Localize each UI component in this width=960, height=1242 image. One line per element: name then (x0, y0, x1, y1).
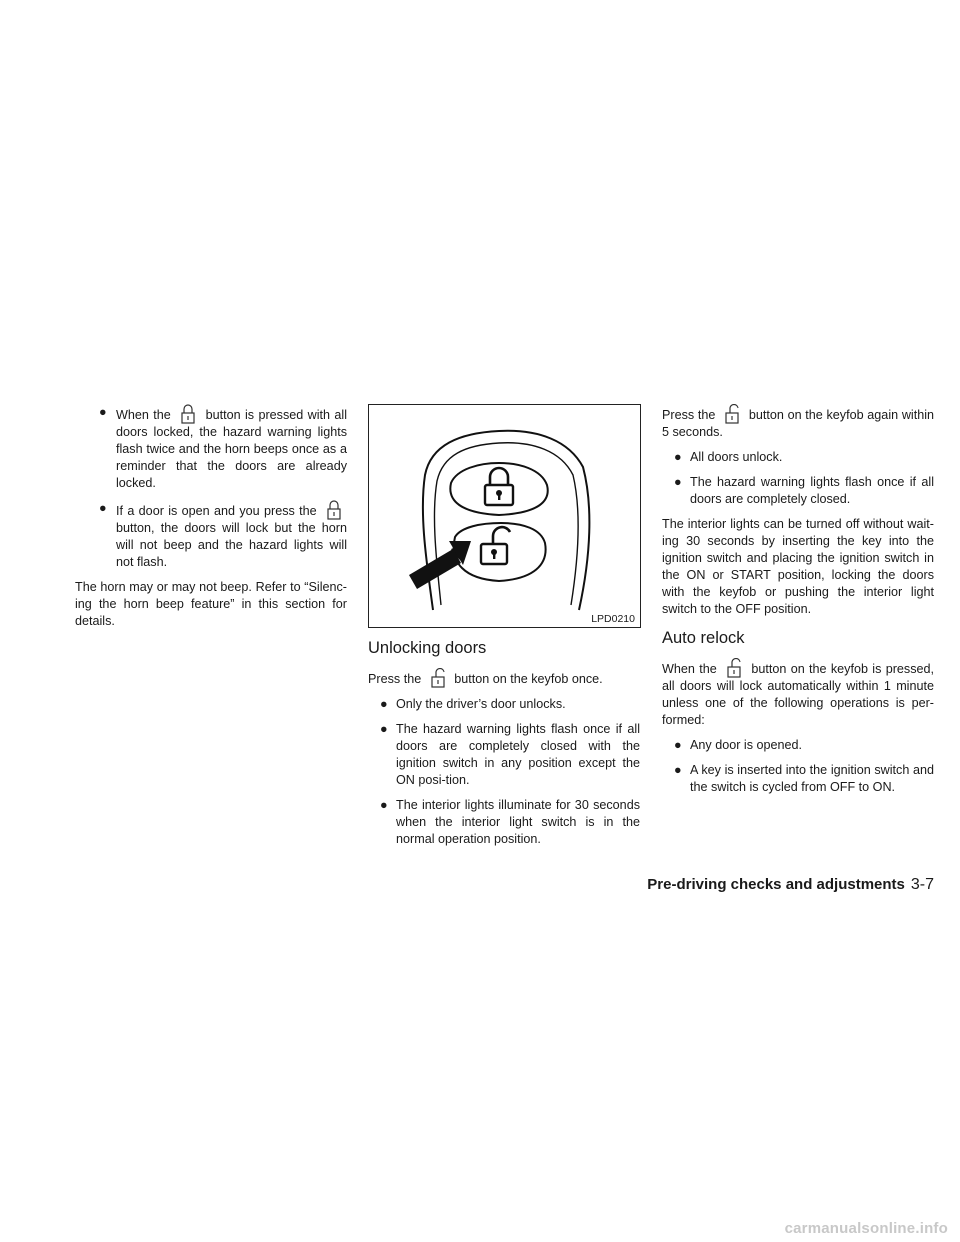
bullet-glyph: ● (674, 763, 682, 777)
paragraph: When the button on the keyfob is pressed, all doors will lock automatically within 1 minute unless one of the following operations is per-formed: (662, 658, 934, 729)
heading-unlocking-doors: Unlocking doors (368, 639, 487, 657)
paragraph: The horn may or may not beep. Refer to “Silenc-ing the horn beep feature” in this section for details. (75, 580, 347, 628)
bullet-glyph: ● (380, 722, 388, 736)
page-number: 3-7 (910, 876, 934, 893)
column-1 (75, 404, 347, 638)
keyfob-illustration (369, 405, 640, 627)
unlock-icon (719, 404, 745, 424)
list-item: ● Any door is opened. (674, 738, 803, 752)
paragraph: Press the button on the keyfob once. (368, 668, 640, 688)
bullet-glyph: ● (99, 405, 107, 419)
bullet-glyph: ● (380, 697, 388, 711)
bullet-glyph: ● (674, 450, 682, 464)
watermark: carmanualsonline.info (784, 1220, 948, 1237)
list-item: ● The interior lights illuminate for 30 seconds when the interior light switch is in the normal operation position. (380, 798, 640, 846)
figure-label: LPD0210 (591, 613, 635, 625)
column-2 (368, 404, 640, 856)
bullet-glyph: ● (674, 738, 682, 752)
paragraph: Press the button on the keyfob again within 5 seconds. (662, 404, 934, 441)
paragraph: The interior lights can be turned off without wait-ing 30 seconds by inserting the key into the ignition switch and placing the ignition switch in the ON or START position, locking the doors with the keyfob or pushing the interior light switch to the OFF position. (662, 517, 934, 616)
list-item: ● If a door is open and you press the button, the doors will lock but the horn will not beep and the hazard lights will not flash. (99, 501, 347, 569)
unlock-icon (425, 668, 451, 688)
page-footer (647, 876, 934, 893)
list-item: ● The hazard warning lights flash once if all doors are completely closed with the ignition switch in any position except the ON posi-tion. (380, 722, 640, 787)
bullet-glyph: ● (380, 798, 388, 812)
bullet-glyph: ● (674, 475, 682, 489)
list-item: ● A key is inserted into the ignition switch and the switch is cycled from OFF to ON. (674, 763, 934, 794)
keyfob-figure (368, 404, 641, 628)
section-title: Pre-driving checks and adjustments (647, 876, 905, 893)
list-item: ● When the button is pressed with all doors locked, the hazard warning lights flash twice and the horn beeps once as a reminder that the doors are already locked. (99, 405, 348, 490)
bullet-glyph: ● (99, 501, 107, 515)
list-item: ● All doors unlock. (674, 450, 783, 464)
lock-icon (175, 404, 201, 424)
column-3 (662, 404, 934, 804)
unlock-icon (721, 658, 747, 678)
list-item: ● Only the driver’s door unlocks. (380, 697, 566, 711)
heading-auto-relock: Auto relock (662, 629, 745, 647)
lock-icon (321, 500, 347, 520)
list-item: ● The hazard warning lights flash once if all doors are completely closed. (674, 475, 934, 506)
